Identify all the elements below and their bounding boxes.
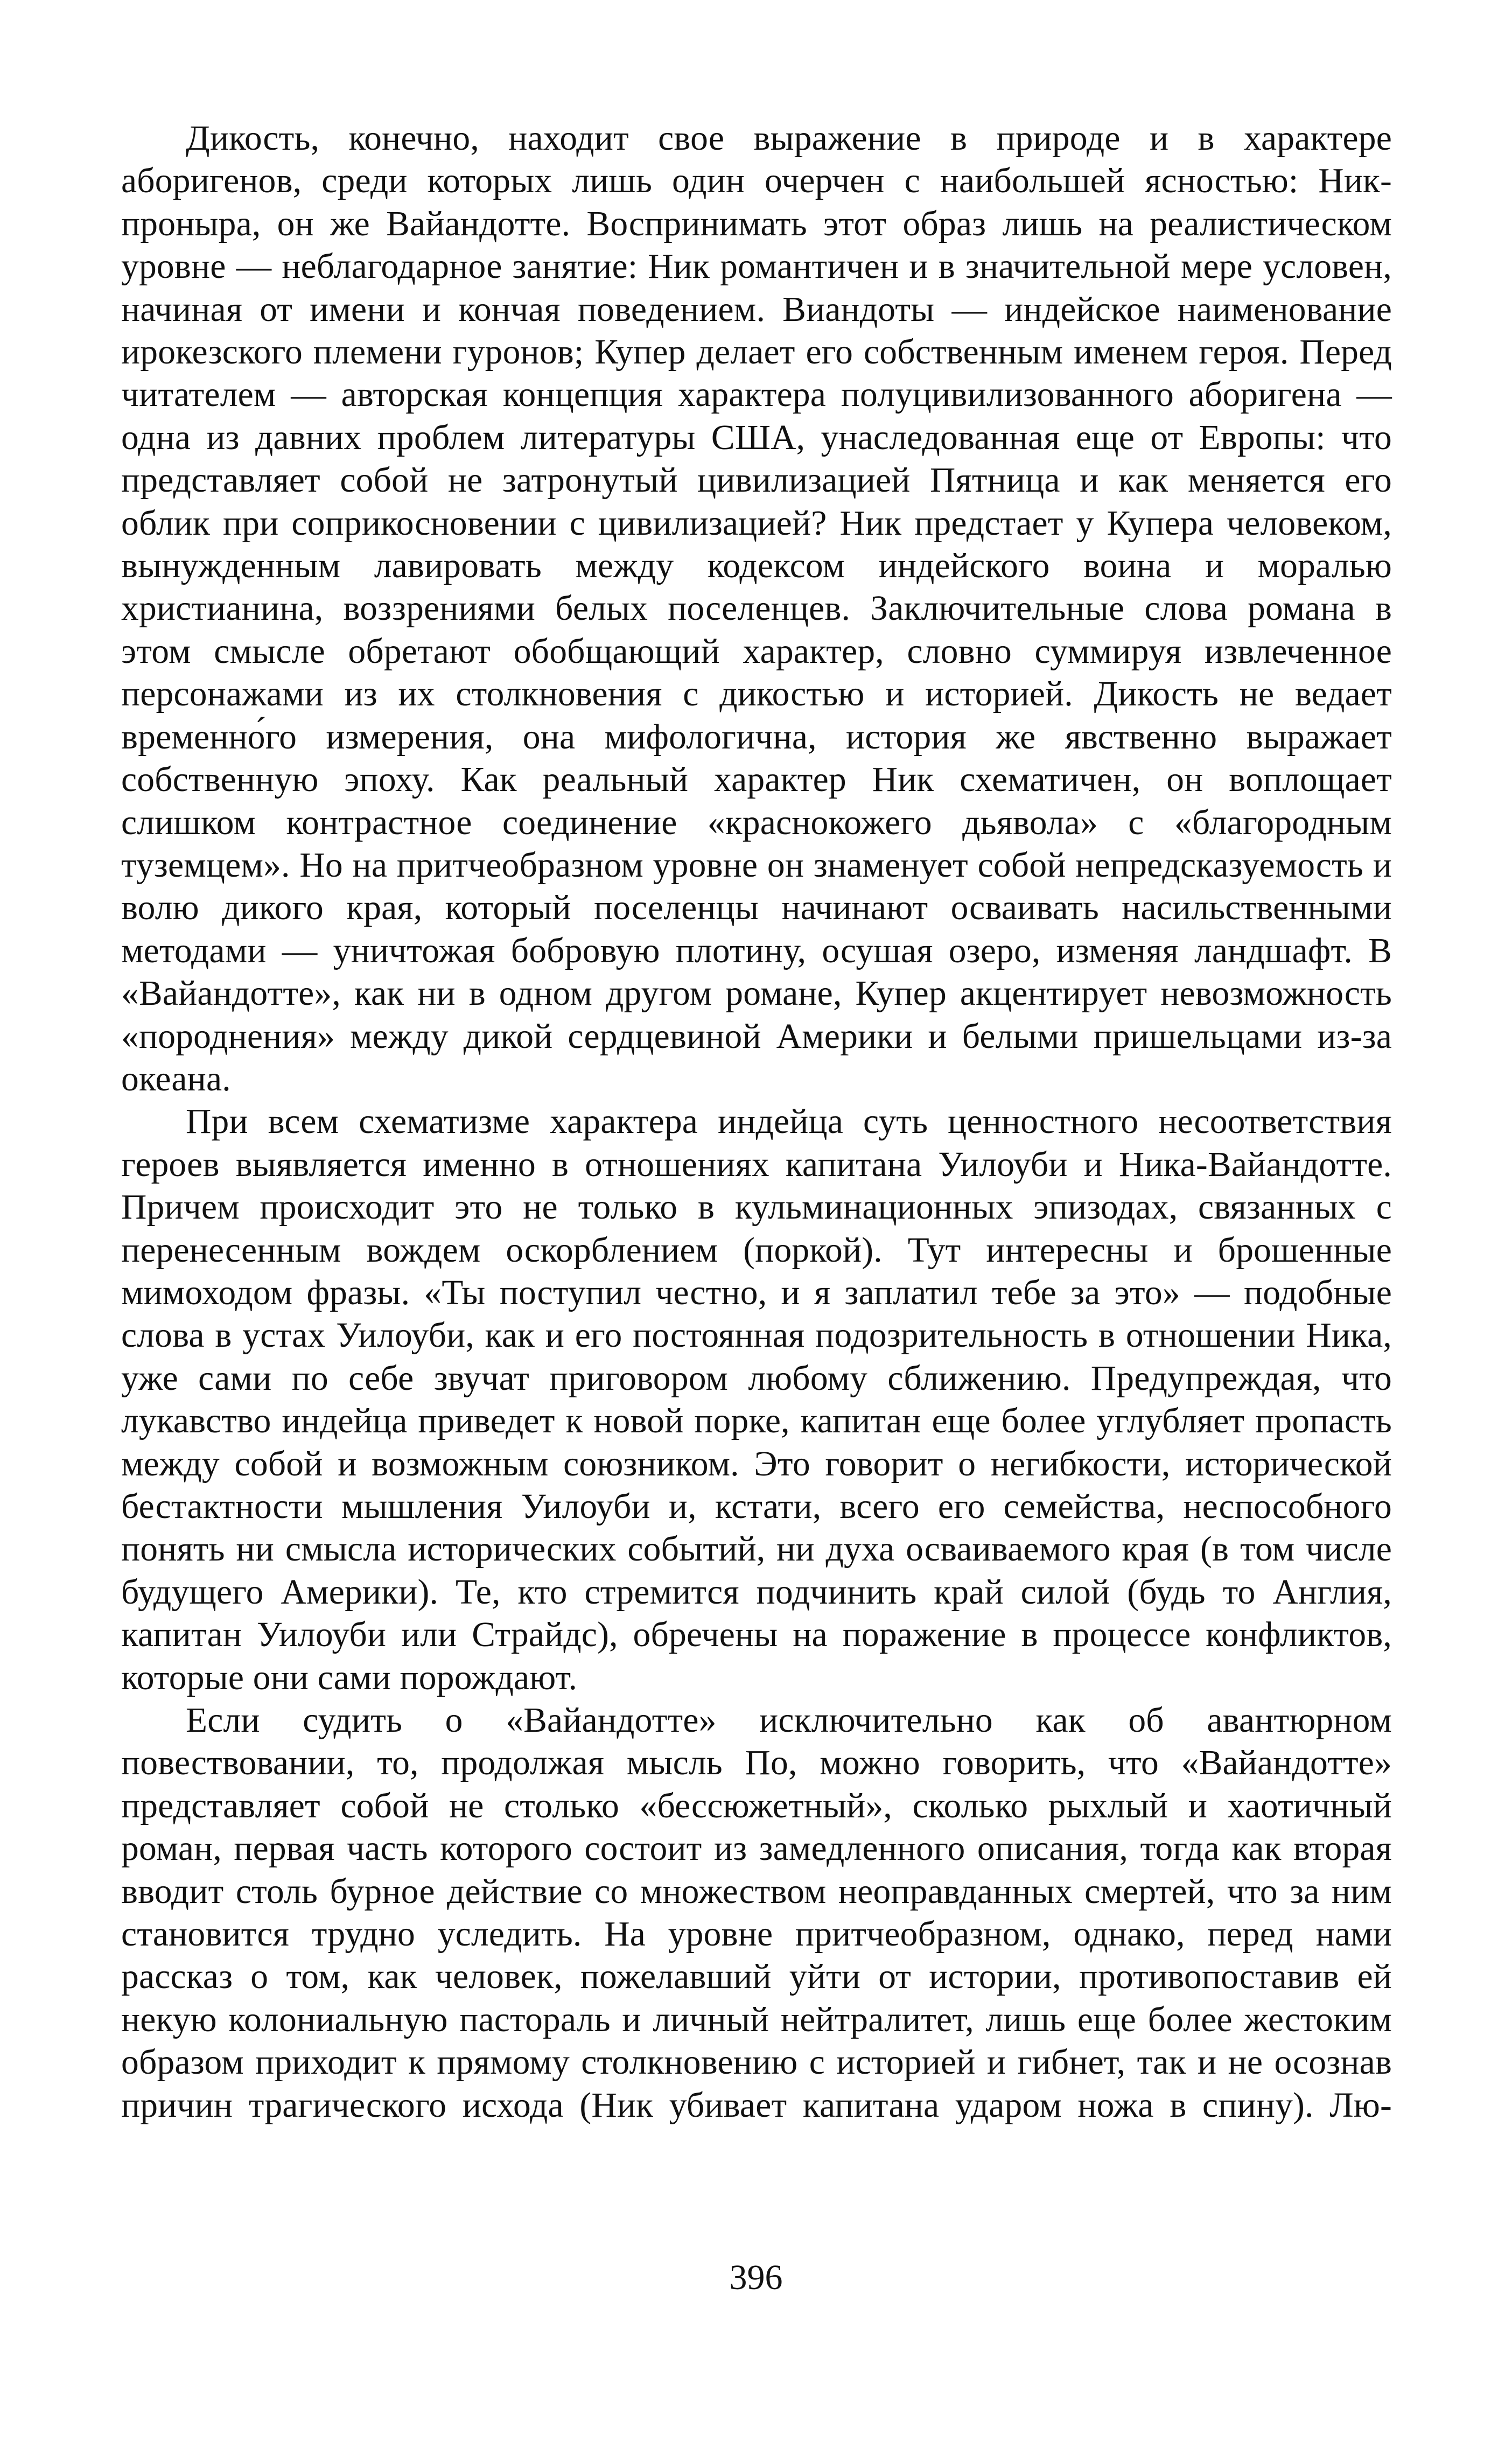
paragraph-wildness: Дикость, конечно, находит свое выражение в природе и в характере аборигенов, среди которых лишь один очерчен с наибольшей ясностью: Ник-проныра, он же Вайандотте. Воспринимать этот образ лишь на реалистическом уровне — неблагодарное занятие: Ник романтичен и в значительной мере условен, начиная от имени и кончая поведением. Виандоты — индейское наименование ирокезского племени гуронов; Купер делает его собственным именем героя. Перед читателем — авторская концепция характера полуцивилизованного аборигена — одна из давних проблем литературы США, унаследованная еще от Европы: что представляет собой не затронутый цивилизацией Пятница и как меняется его облик при соприкосновении с цивилизацией? Ник предстает у Купера человеком, вынужденным лавировать между кодексом индейского воина и моралью христианина, воззрениями белых поселенцев. Заключительные слова романа в этом смысле обретают обобщающий характер, словно суммируя извлеченное персонажами из их столкновения с дикостью и историей. Дикость не ведает временно́го измерения, она мифологична, история же явственно выражает собственную эпоху. Как реальный характер Ник схематичен, он воплощает слишком контрастное соединение «краснокожего дьявола» с «благородным туземцем». Но на притчеобразном уровне он знаменует собой непредсказуемость и волю дикого края, который поселенцы начинают осваивать насильственными методами — уничтожая бобровую плотину, осушая озеро, изменяя ландшафт. В «Вайандотте», как ни в одном другом романе, Купер акцентирует невозможность «породнения» между дикой сердцевиной Америки и белыми пришельцами из-за океана. (121, 119, 1392, 1098)
paragraph-adventure-narrative: Если судить о «Вайандотте» исключительно как об авантюрном повествовании, то, продолжая мысль По, можно говорить, что «Вайандотте» представляет собой не столько «бессюжетный», сколько рыхлый и хаотичный роман, первая часть которого состоит из замедленного описания, тогда как вторая вводит столь бурное действие со множеством неоправданных смертей, что за ним становится трудно уследить. На уровне притчеобразном, однако, перед нами рассказ о том, как человек, пожелавший уйти от истории, противопоставив ей некую колониальную пастораль и личный нейтралитет, лишь еще более жестоким образом приходит к прямому столкновению с историей и гибнет, так и не осознав причин трагического исхода (Ник убивает капитана ударом ножа в спину). Лю- (121, 1701, 1392, 2125)
paragraph-schematism: При всем схематизме характера индейца суть ценностного несоответствия героев выявляется именно в отношениях капитана Уилоуби и Ника-Вайандотте. Причем происходит это не только в кульминационных эпизодах, связанных с перенесенным вождем оскорблением (поркой). Тут интересны и брошенные мимоходом фразы. «Ты поступил честно, и я заплатил тебе за это» — подобные слова в устах Уилоуби, как и его постоянная подозрительность в отношении Ника, уже сами по себе звучат приговором любому сближению. Предупреждая, что лукавство индейца приведет к новой порке, капитан еще более углубляет пропасть между собой и возможным союзником. Это говорит о негибкости, исторической бестактности мышления Уилоуби и, кстати, всего его семейства, неспособного понять ни смысла исторических событий, ни духа осваиваемого края (в том числе будущего Америки). Те, кто стремится подчинить край силой (будь то Англия, капитан Уилоуби или Страйдс), обречены на поражение в процессе конфликтов, которые они сами порождают. (121, 1102, 1392, 1697)
page-number: 396 (729, 2258, 783, 2297)
body-text (121, 117, 1392, 2127)
